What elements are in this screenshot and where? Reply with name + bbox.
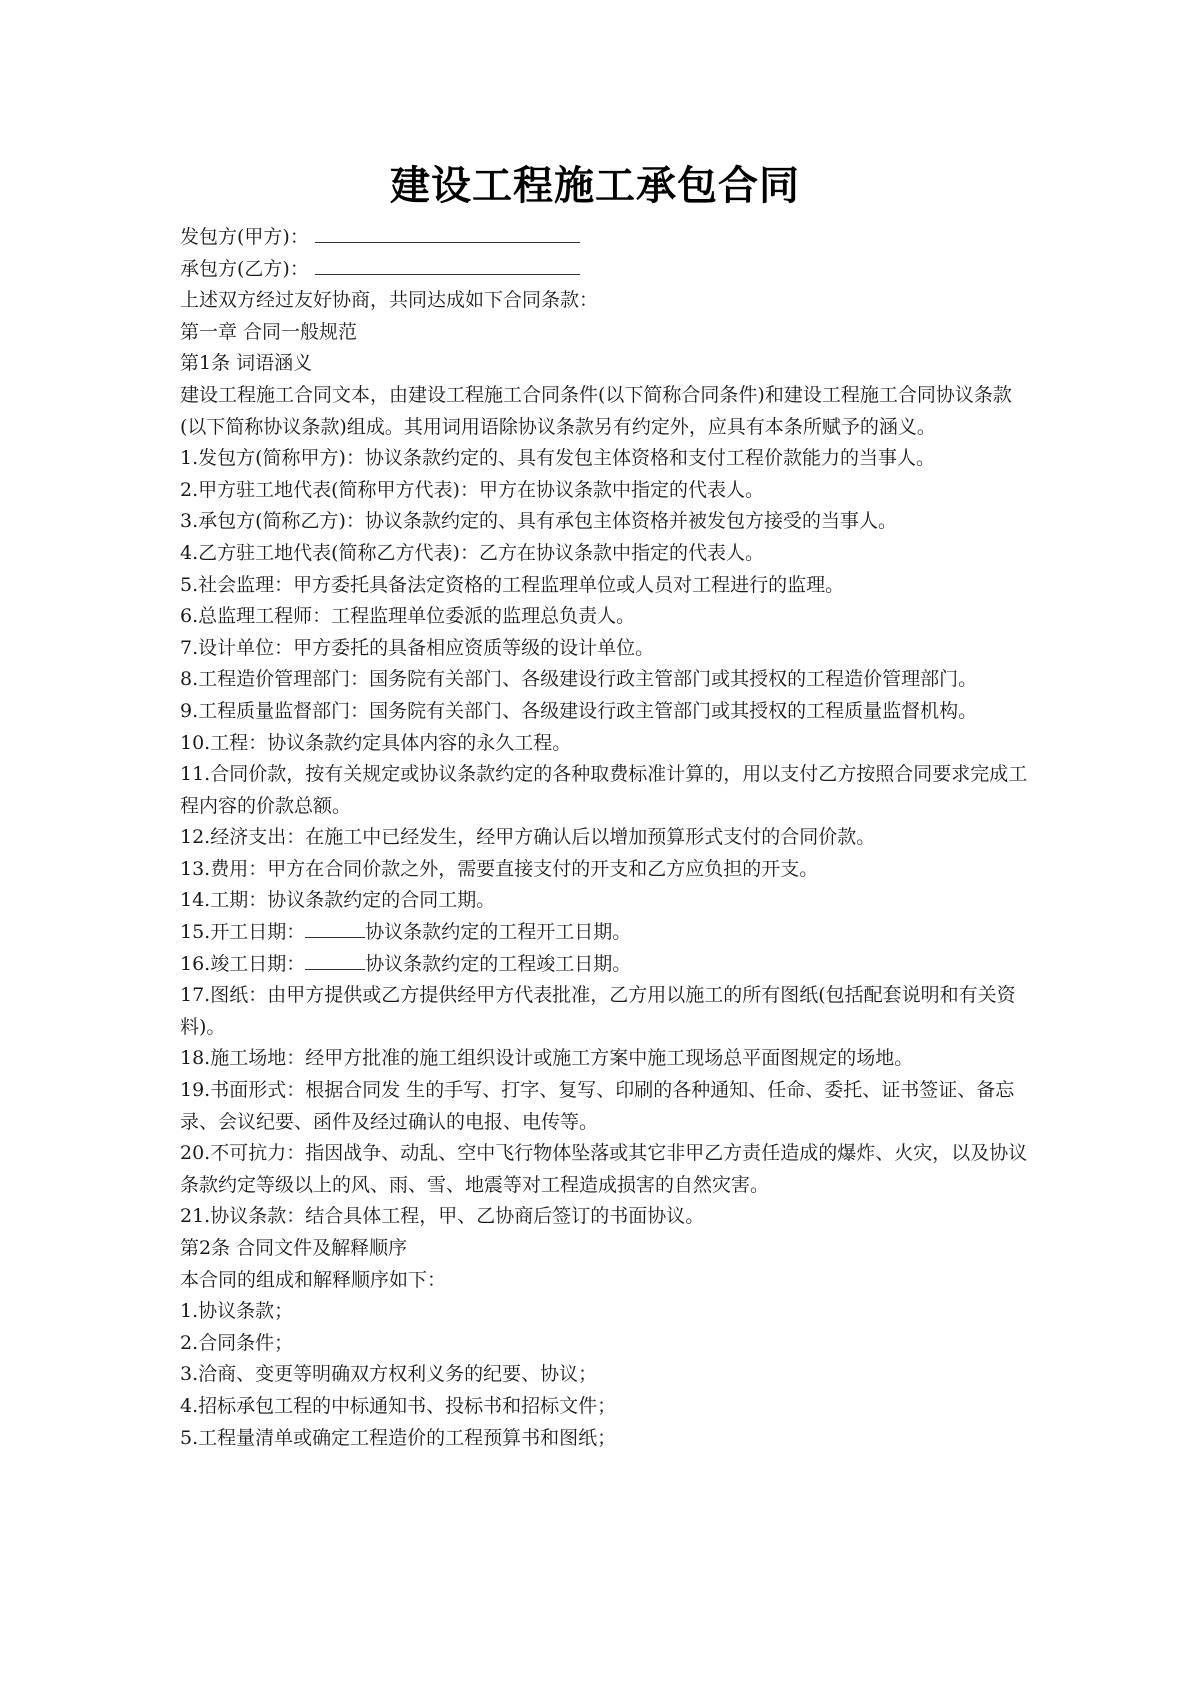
- start-date-blank-field[interactable]: [305, 919, 365, 938]
- order-item: 2.合同条件；: [180, 1331, 294, 1354]
- start-date-label: 15.开工日期：: [180, 921, 306, 944]
- article-1-preamble: 建设工程施工合同文本，由建设工程施工合同条件(以下简称合同条件)和建设工程施工合同协议条款(以下简称协议条款)组成。其用词用语除协议条款另有约定外，应具有本条所赋予的涵义。: [180, 383, 1012, 438]
- definition-item: 4.乙方驻工地代表(简称乙方代表)：乙方在协议条款中指定的代表人。: [180, 541, 764, 564]
- order-item: 1.协议条款；: [180, 1300, 294, 1323]
- definition-item: 21.协议条款：结合具体工程，甲、乙协商后签订的书面协议。: [180, 1205, 705, 1228]
- document-body: [180, 222, 1030, 1454]
- article-1-heading: 第1条 词语涵义: [180, 352, 313, 375]
- definition-item: 7.设计单位：甲方委托的具备相应资质等级的设计单位。: [180, 636, 655, 659]
- definition-item: 5.社会监理：甲方委托具备法定资格的工程监理单位或人员对工程进行的监理。: [180, 573, 845, 596]
- article-2-heading: 第2条 合同文件及解释顺序: [180, 1237, 408, 1259]
- article-2-preamble: 本合同的组成和解释顺序如下：: [180, 1268, 447, 1291]
- definition-item: 9.工程质量监督部门：国务院有关部门、各级建设行政主管部门或其授权的工程质量监督机构。: [180, 699, 978, 722]
- party-a-label: 发包方(甲方)：: [180, 226, 309, 248]
- order-item: 3.洽商、变更等明确双方权利义务的纪要、协议；: [180, 1363, 598, 1386]
- definition-item: 11.合同价款，按有关规定或协议条款约定的各种取费标准计算的，用以支付乙方按照合同要求完成工程内容的价款总额。: [180, 763, 1028, 817]
- definition-item: 6.总监理工程师：工程监理单位委派的监理总负责人。: [180, 605, 636, 628]
- definition-item: 18.施工场地：经甲方批准的施工组织设计或施工方案中施工现场总平面图规定的场地。: [180, 1047, 914, 1070]
- definition-item: 1.发包方(简称甲方)：协议条款约定的、具有发包主体资格和支付工程价款能力的当事人。: [180, 447, 935, 470]
- definition-item: 20.不可抗力：指因战争、动乱、空中飞行物体坠落或其它非甲乙方责任造成的爆炸、火灾，以及协议条款约定等级以上的风、雨、雪、地震等对工程造成损害的自然灾害。: [180, 1142, 1028, 1196]
- definition-item: 19.书面形式：根据合同发 生的手写、打字、复写、印刷的各种通知、任命、委托、证书签证、备忘录、会议纪要、函件及经过确认的电报、电传等。: [180, 1079, 1015, 1133]
- definition-item: 13.费用：甲方在合同价款之外，需要直接支付的开支和乙方应负担的开支。: [180, 857, 819, 880]
- definition-item: 8.工程造价管理部门：国务院有关部门、各级建设行政主管部门或其授权的工程造价管理部门。: [180, 668, 978, 691]
- order-item: 4.招标承包工程的中标通知书、投标书和招标文件；: [180, 1394, 617, 1417]
- party-b-blank-field[interactable]: [315, 256, 580, 275]
- definition-item: 2.甲方驻工地代表(简称甲方代表)：甲方在协议条款中指定的代表人。: [180, 478, 764, 501]
- start-date-text: 协议条款约定的工程开工日期。: [365, 921, 632, 944]
- definition-item-start-date: [180, 917, 1030, 949]
- party-b-label: 承包方(乙方)：: [180, 257, 309, 280]
- party-a-line: [180, 222, 1030, 254]
- party-b-line: [180, 254, 1030, 286]
- chapter-heading: 第一章 合同一般规范: [180, 320, 358, 343]
- order-item: 5.工程量清单或确定工程造价的工程预算书和图纸；: [180, 1426, 617, 1449]
- definition-item: 17.图纸：由甲方提供或乙方提供经甲方代表批准，乙方用以施工的所有图纸(包括配套说明和有关资料)。: [180, 984, 1016, 1038]
- completion-date-label: 16.竣工日期：: [180, 952, 306, 975]
- definition-item: 12.经济支出：在施工中已经发生，经甲方确认后以增加预算形式支付的合同价款。: [180, 826, 876, 849]
- definition-item: 14.工期：协议条款约定的合同工期。: [180, 889, 496, 912]
- completion-date-text: 协议条款约定的工程竣工日期。: [365, 952, 632, 975]
- definition-item-completion-date: [180, 949, 1030, 981]
- definition-item: 3.承包方(简称乙方)：协议条款约定的、具有承包主体资格并被发包方接受的当事人。: [180, 510, 897, 533]
- document-title: 建设工程施工承包合同: [390, 162, 800, 209]
- definition-item: 10.工程：协议条款约定具体内容的永久工程。: [180, 731, 572, 754]
- completion-date-blank-field[interactable]: [305, 951, 365, 970]
- intro-text: 上述双方经过友好协商，共同达成如下合同条款：: [180, 289, 599, 312]
- party-a-blank-field[interactable]: [315, 224, 580, 243]
